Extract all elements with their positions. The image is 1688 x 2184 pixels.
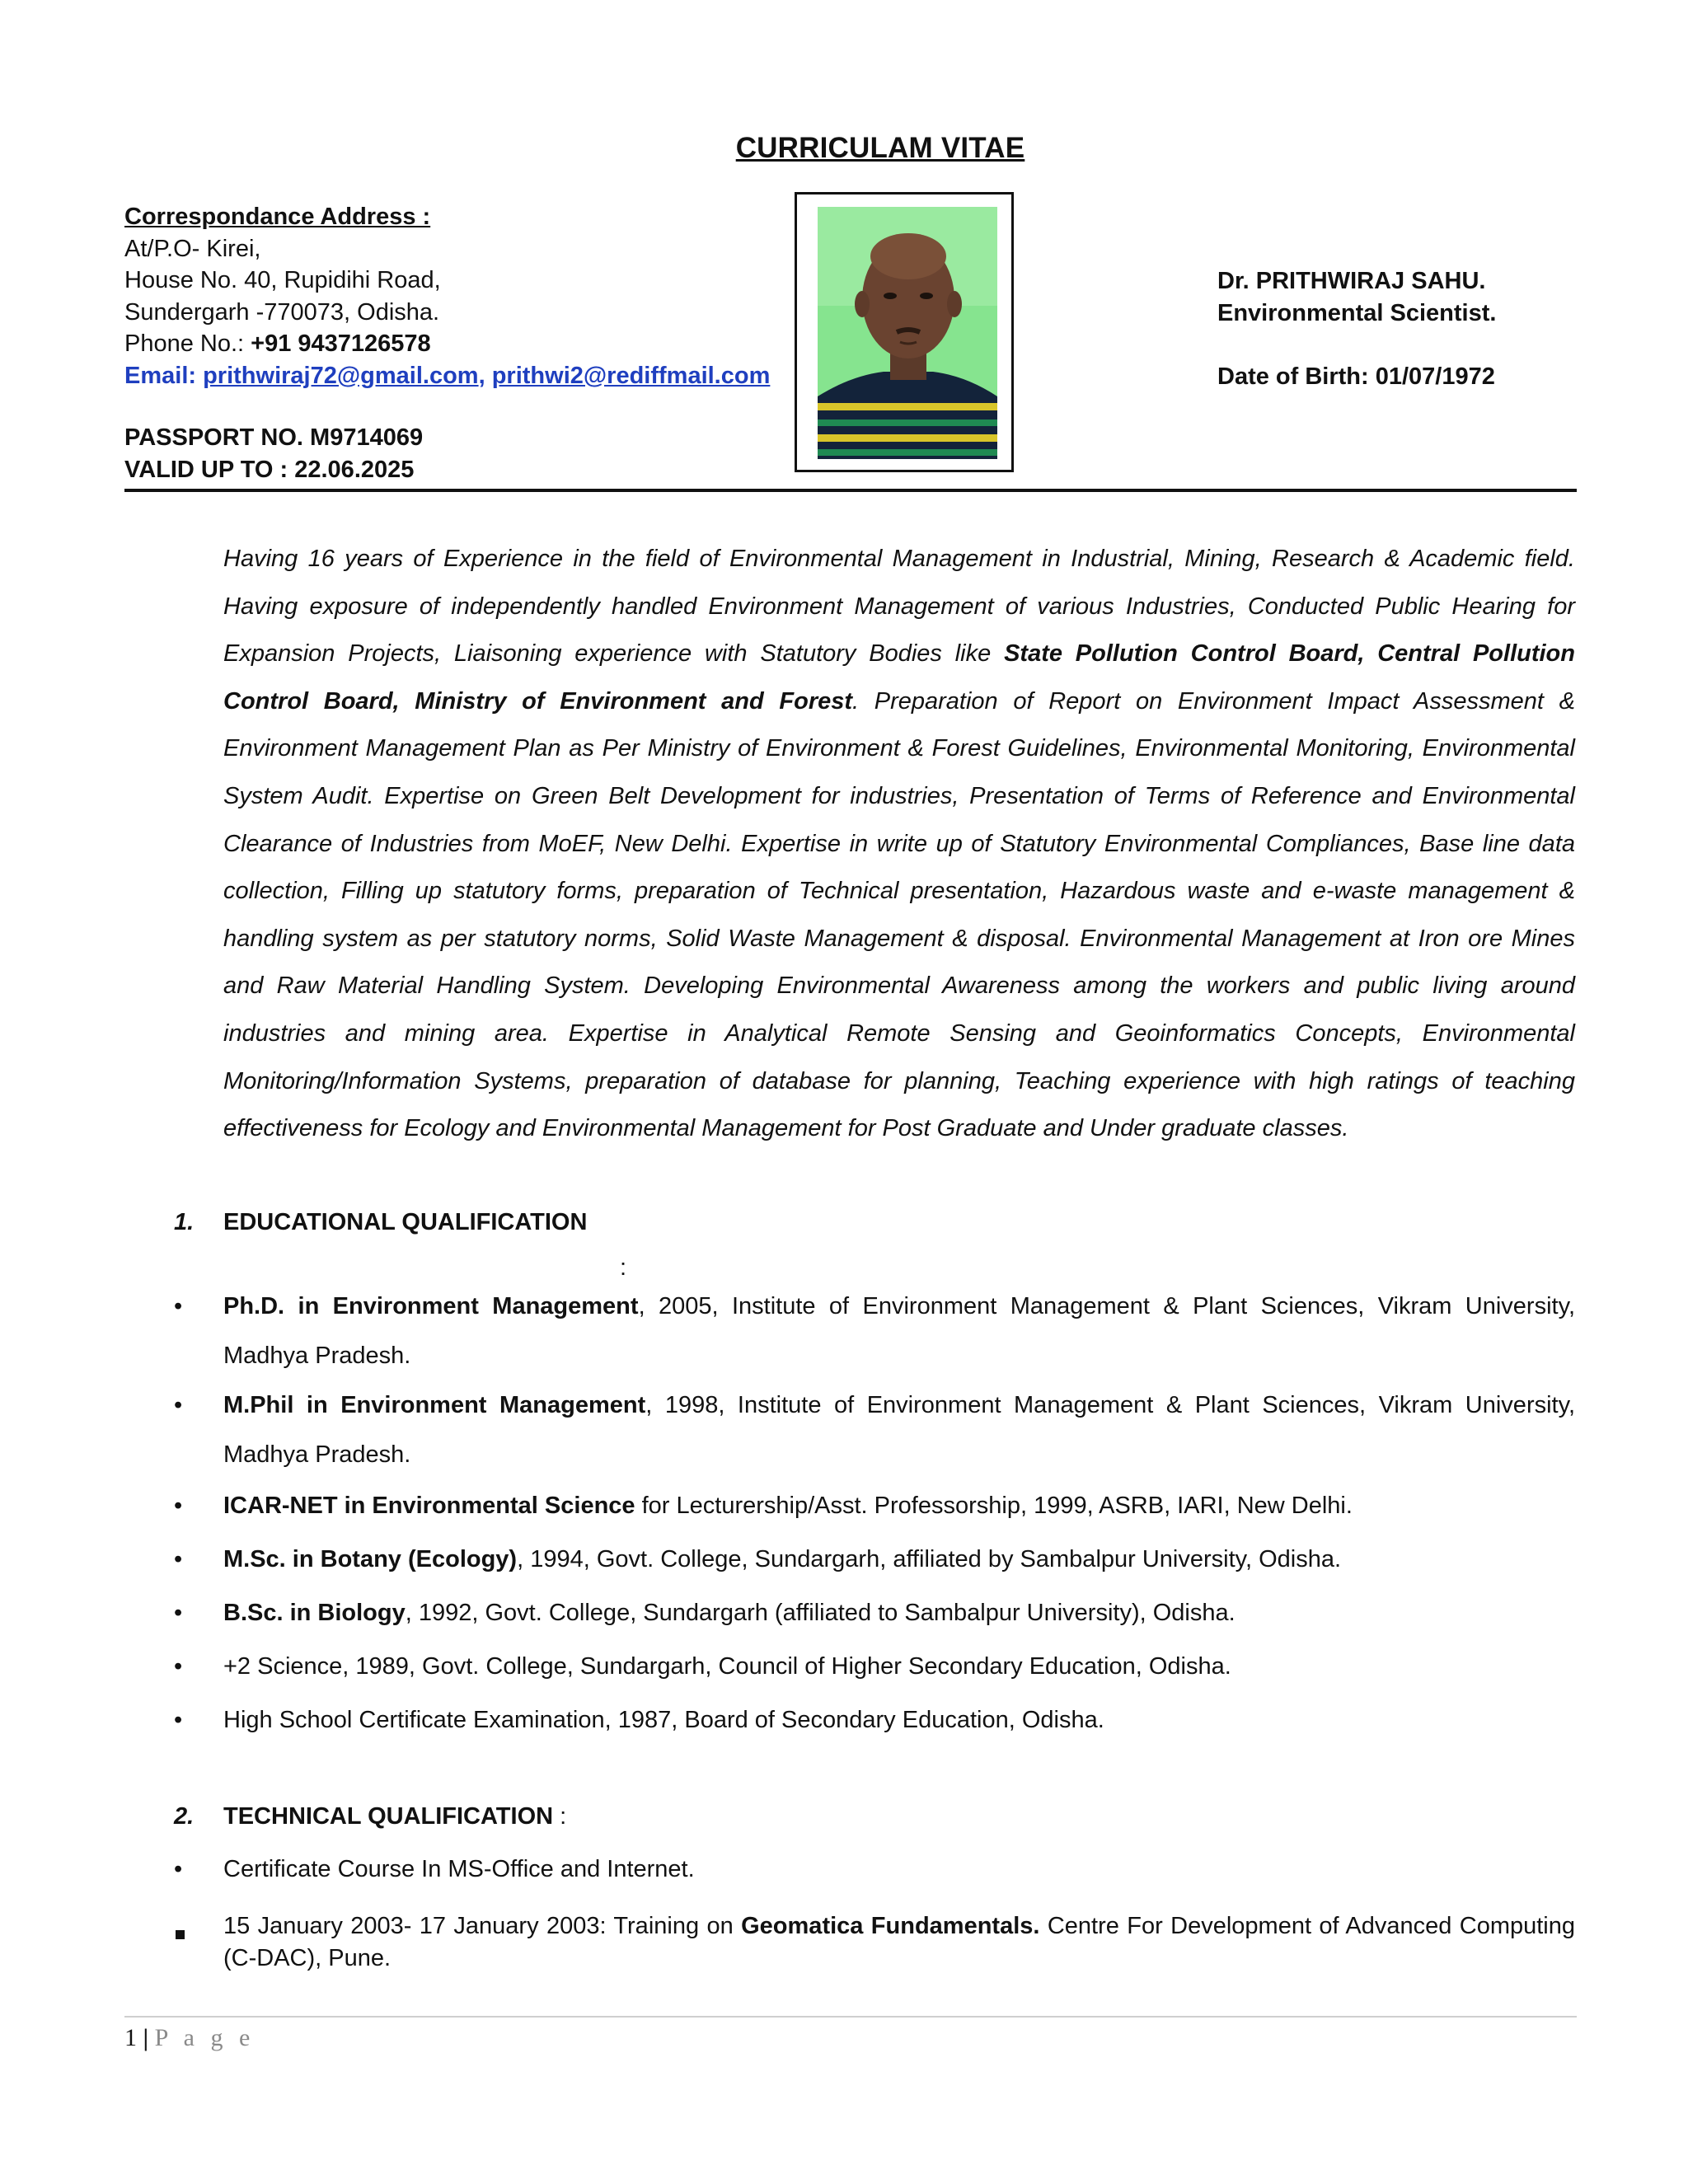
candidate-name: Dr. PRITHWIRAJ SAHU. xyxy=(1217,268,1486,294)
bullet-icon: • xyxy=(174,1653,183,1680)
education-item xyxy=(174,1479,1575,1533)
education-item-detail: , 1992, Govt. College, Sundargarh (affiliated to Sambalpur University), Odisha. xyxy=(405,1600,1236,1626)
education-item-detail: for Lecturership/Asst. Professorship, 1999, ASRB, IARI, New Delhi. xyxy=(635,1493,1353,1519)
technical-item-bold: Geomatica Fundamentals. xyxy=(741,1913,1040,1939)
bullet-icon: • xyxy=(174,1293,183,1319)
phone-label: Phone No.: xyxy=(124,330,251,357)
professional-summary xyxy=(223,536,1575,1153)
address-line-2: House No. 40, Rupidihi Road, xyxy=(124,267,441,293)
bullet-icon: • xyxy=(174,1392,183,1418)
phone-line xyxy=(124,328,770,360)
education-heading xyxy=(174,1209,587,1236)
email-separator: , xyxy=(478,362,492,389)
education-item-detail: High School Certificate Examination, 1987, Board of Secondary Education, Odisha. xyxy=(223,1707,1104,1733)
footer-divider xyxy=(124,2016,1577,2018)
education-colon: : xyxy=(620,1254,627,1281)
technical-heading xyxy=(174,1803,566,1830)
education-item-detail: +2 Science, 1989, Govt. College, Sundargarh, Council of Higher Secondary Education, Odisha. xyxy=(223,1653,1231,1680)
technical-title: TECHNICAL QUALIFICATION xyxy=(223,1803,554,1830)
education-title: EDUCATIONAL QUALIFICATION xyxy=(223,1209,588,1235)
technical-number: 2. xyxy=(174,1803,195,1830)
page-footer xyxy=(124,2024,255,2052)
education-item-title: M.Sc. in Botany (Ecology) xyxy=(223,1546,518,1572)
education-item-title: ICAR-NET in Environmental Science xyxy=(223,1493,635,1519)
bullet-icon: • xyxy=(174,1856,183,1882)
technical-colon: : xyxy=(553,1803,567,1830)
technical-item-text: Certificate Course In MS-Office and Internet. xyxy=(223,1856,695,1882)
bullet-icon: • xyxy=(174,1707,183,1733)
education-item xyxy=(174,1586,1575,1640)
email-link-gmail[interactable]: prithwiraj72@gmail.com xyxy=(203,362,479,389)
profile-info xyxy=(1217,265,1496,392)
profile-photo xyxy=(818,207,997,459)
document-title: CURRICULAM VITAE xyxy=(735,132,1025,164)
education-item xyxy=(174,1533,1575,1586)
page-word: P a g e xyxy=(154,2024,256,2051)
education-item-title: B.Sc. in Biology xyxy=(223,1600,406,1626)
header-divider xyxy=(124,489,1577,492)
education-item xyxy=(174,1380,1576,1479)
email-line xyxy=(124,360,770,392)
date-of-birth: Date of Birth: 01/07/1972 xyxy=(1217,363,1495,390)
education-item xyxy=(174,1694,1575,1747)
correspondence-address xyxy=(124,201,770,391)
page-number: 1 xyxy=(124,2024,137,2051)
passport-block xyxy=(124,422,423,485)
education-item xyxy=(174,1640,1575,1694)
bullet-icon: • xyxy=(174,1600,183,1626)
address-line-3: Sundergarh -770073, Odisha. xyxy=(124,298,440,326)
technical-item xyxy=(223,1910,1575,1974)
education-item-title: M.Phil in Environment Management xyxy=(223,1392,646,1418)
technical-list xyxy=(174,1844,1575,1974)
education-item-title: Ph.D. in Environment Management xyxy=(223,1293,639,1319)
education-item-detail: , 1994, Govt. College, Sundargarh, affiliated by Sambalpur University, Odisha. xyxy=(517,1546,1342,1572)
profile-photo-frame xyxy=(795,192,1014,472)
passport-validity: VALID UP TO : 22.06.2025 xyxy=(124,456,415,483)
email-label: Email: xyxy=(124,362,204,389)
education-item-detail: , 2005, Institute of Environment Management & Plant Sciences, Vikram University, Madhya Pradesh. xyxy=(223,1293,1575,1369)
candidate-designation: Environmental Scientist. xyxy=(1217,299,1497,326)
bullet-icon: • xyxy=(174,1493,183,1519)
education-item xyxy=(174,1282,1575,1380)
phone-number: +91 9437126578 xyxy=(251,330,431,357)
square-bullet-icon xyxy=(176,1930,185,1939)
technical-item-text-pre: 15 January 2003- 17 January 2003: Training on xyxy=(223,1913,742,1939)
address-heading: Correspondance Address : xyxy=(124,204,431,230)
passport-number: PASSPORT NO. M9714069 xyxy=(124,424,424,451)
technical-item xyxy=(174,1844,1575,1894)
summary-text-1: Having 16 years of Experience in the field of Environmental Management in Industrial, Mining, Research & Academic field. Having exposure of independently handled Environment Management of various Industries, Conducted Public Hearing for Expansion Projects, Liaisoning experience with Statutory Bodies like xyxy=(223,546,1575,668)
email-link-rediffmail[interactable]: prithwi2@rediffmail.com xyxy=(491,362,771,389)
technical-item-text-post: Centre For Development of Advanced Computing (C-DAC), Pune. xyxy=(223,1913,1575,1971)
education-list xyxy=(174,1282,1576,1747)
summary-text-2: . Preparation of Report on Environment Impact Assessment & Environment Management Plan as Per Ministry of Environment & Forest Guidelines, Environmental Monitoring, Environmental System Audit. Expertise on Green Belt Development for industries, Presentation of Terms of Reference and Environmental Clearance of Industries from MoEF, New Delhi. Expertise in write up of Statutory Environmental Compliances, Base line data collection, Filling up statutory forms, preparation of Technical presentation, Hazardous waste and e-waste management & handling system as per statutory norms, Solid Waste Management & disposal. Environmental Management at Iron ore Mines and Raw Material Handling System. Developing Environmental Awareness among the workers and public living around industries and mining area. Expertise in Analytical Remote Sensing and Geoinformatics Concepts, Environmental Monitoring/Information Systems, preparation of database for planning, Teaching experience with high ratings of teaching effectiveness for Ecology and Environmental Management for Post Graduate and Under graduate classes. xyxy=(223,687,1575,1142)
address-line-1: At/P.O- Kirei, xyxy=(124,235,261,262)
education-item-detail: , 1998, Institute of Environment Management & Plant Sciences, Vikram University, Madhya Pradesh. xyxy=(223,1392,1576,1468)
bullet-icon: • xyxy=(174,1546,183,1572)
summary-bold-bodies: State Pollution Control Board, Central Pollution Control Board, Ministry of Environment and Forest xyxy=(223,640,1575,715)
education-number: 1. xyxy=(174,1209,195,1235)
footer-separator: | xyxy=(137,2024,155,2051)
